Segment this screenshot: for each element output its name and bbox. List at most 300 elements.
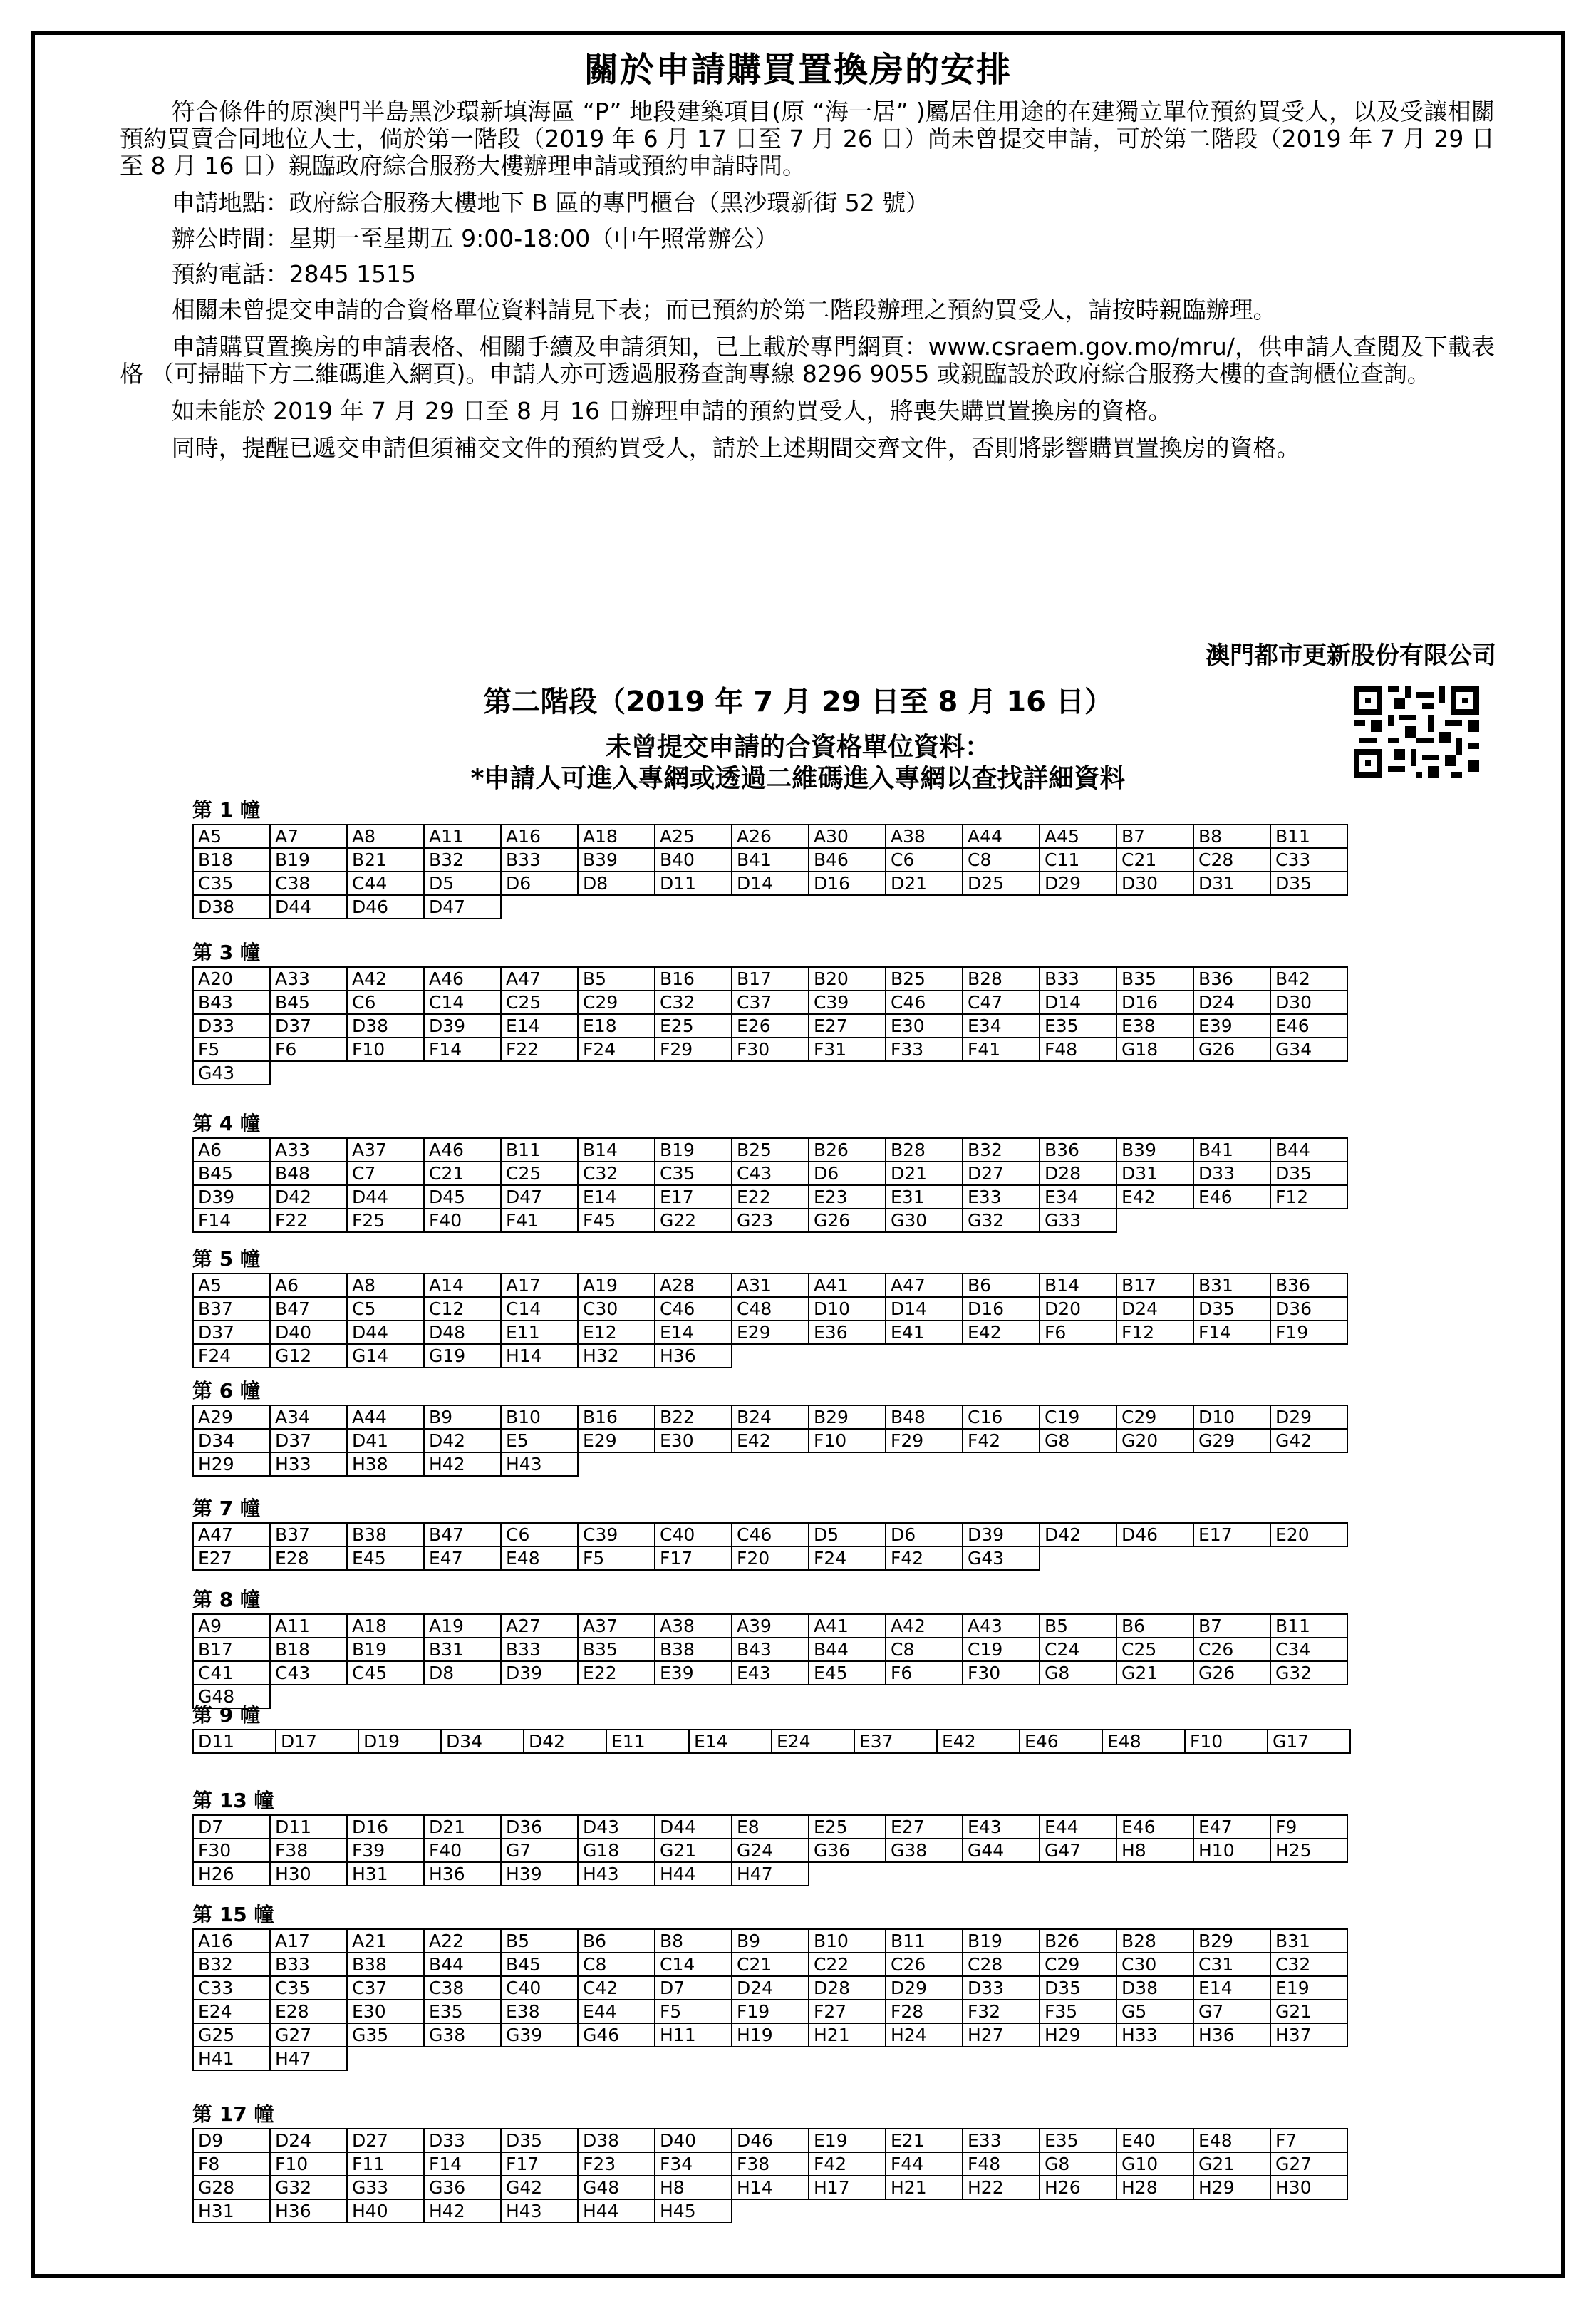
unit-cell: B8 <box>655 1929 732 1953</box>
unit-cell: D14 <box>1040 991 1116 1014</box>
unit-cell: G29 <box>1193 1429 1270 1452</box>
unit-cell: B43 <box>193 991 270 1014</box>
unit-cell: B25 <box>886 967 963 991</box>
table-row <box>193 1638 1347 1661</box>
unit-cell: H30 <box>270 1862 347 1886</box>
unit-cell: C6 <box>886 848 963 872</box>
unit-cell: E40 <box>1116 2129 1193 2152</box>
unit-cell: G46 <box>578 2023 655 2047</box>
unit-cell: B36 <box>1040 1138 1116 1162</box>
unit-cell: C43 <box>732 1162 809 1185</box>
unit-cell: D35 <box>1270 872 1347 895</box>
unit-cell: C29 <box>578 991 655 1014</box>
unit-cell: E46 <box>1020 1730 1102 1753</box>
empty-cell <box>1270 1546 1347 1570</box>
unit-cell: D14 <box>732 872 809 895</box>
unit-cell: B31 <box>1193 1274 1270 1297</box>
unit-cell: C35 <box>270 1976 347 2000</box>
unit-cell: B17 <box>732 967 809 991</box>
unit-cell: A38 <box>655 1614 732 1638</box>
unit-cell: B6 <box>1116 1614 1193 1638</box>
unit-cell: B43 <box>732 1638 809 1661</box>
unit-cell: G26 <box>1193 1661 1270 1685</box>
unit-cell: D14 <box>886 1297 963 1321</box>
unit-cell: D42 <box>524 1730 606 1753</box>
unit-cell: E14 <box>655 1321 732 1344</box>
unit-cell: D17 <box>276 1730 358 1753</box>
unit-cell: B5 <box>578 967 655 991</box>
empty-cell <box>809 2199 886 2223</box>
unit-cell: C44 <box>347 872 424 895</box>
unit-cell: D29 <box>1040 872 1116 895</box>
table-row <box>193 1685 1347 1708</box>
empty-cell <box>347 1685 424 1708</box>
unit-cell: H19 <box>732 2023 809 2047</box>
unit-cell: F38 <box>732 2152 809 2176</box>
building-label: 第 9 幢 <box>192 1703 260 1727</box>
unit-cell: C12 <box>424 1297 501 1321</box>
unit-cell: E48 <box>501 1546 578 1570</box>
unit-cell: D5 <box>424 872 501 895</box>
building-unit-table <box>192 966 1348 1085</box>
unit-cell: C8 <box>886 1638 963 1661</box>
table-row <box>193 1297 1347 1321</box>
unit-cell: B31 <box>424 1638 501 1661</box>
unit-cell: G10 <box>1116 2152 1193 2176</box>
table-row <box>193 1976 1347 2000</box>
unit-cell: B47 <box>424 1523 501 1546</box>
unit-cell: H33 <box>1116 2023 1193 2047</box>
unit-cell: B42 <box>1270 967 1347 991</box>
unit-cell: B9 <box>732 1929 809 1953</box>
unit-cell: A39 <box>732 1614 809 1638</box>
table-row <box>193 1061 1347 1085</box>
unit-cell: A46 <box>424 967 501 991</box>
unit-cell: B38 <box>347 1523 424 1546</box>
unit-cell: D9 <box>193 2129 270 2152</box>
unit-cell: G21 <box>655 1839 732 1862</box>
unit-cell: B36 <box>1193 967 1270 991</box>
unit-cell: A44 <box>347 1405 424 1429</box>
empty-cell <box>732 895 809 919</box>
unit-cell: A6 <box>193 1138 270 1162</box>
unit-cell: A29 <box>193 1405 270 1429</box>
unit-cell: B33 <box>1040 967 1116 991</box>
qr-code-icon[interactable] <box>1354 686 1479 778</box>
unit-cell: E17 <box>655 1185 732 1209</box>
unit-cell: D10 <box>1193 1405 1270 1429</box>
intro-paragraph-eligibility: 符合條件的原澳門半島黑沙環新填海區 “P” 地段建築項目(原 “海一居” )屬居住用途的在建獨立單位預約買受人，以及受讓相關預約買賣合同地位人士，倘於第一階段（2019 年 6 月 17 日至 7 月 26 日）尚未曾提交申請，可於第二階段（2019 年 7 月 29 日至 8 月 16 日）親臨政府綜合服務大樓辦理申請或預約申請時間。 <box>120 98 1495 180</box>
empty-cell <box>1193 2199 1270 2223</box>
unit-cell: E22 <box>732 1185 809 1209</box>
unit-cell: D38 <box>193 895 270 919</box>
unit-cell: D10 <box>809 1297 886 1321</box>
unit-cell: E5 <box>501 1429 578 1452</box>
unit-cell: D29 <box>1270 1405 1347 1429</box>
unit-cell: B39 <box>578 848 655 872</box>
table-row <box>193 1929 1347 1953</box>
building-unit-table <box>192 1137 1348 1233</box>
unit-cell: G35 <box>347 2023 424 2047</box>
unit-cell: A17 <box>501 1274 578 1297</box>
unit-cell: H8 <box>655 2176 732 2199</box>
unit-cell: E31 <box>886 1185 963 1209</box>
unit-cell: G39 <box>501 2023 578 2047</box>
unit-cell: B14 <box>1040 1274 1116 1297</box>
unit-cell: G25 <box>193 2023 270 2047</box>
table-row <box>193 1730 1350 1753</box>
unit-cell: B32 <box>193 1953 270 1976</box>
unit-cell: G18 <box>578 1839 655 1862</box>
unit-cell: H38 <box>347 1452 424 1476</box>
table-row <box>193 1546 1347 1570</box>
unit-cell: H40 <box>347 2199 424 2223</box>
table-note: *申請人可進入專網或透過二維碼進入專網以查找詳細資料 <box>470 764 1126 793</box>
unit-cell: F10 <box>1185 1730 1268 1753</box>
unit-cell: G22 <box>655 1209 732 1232</box>
unit-cell: D34 <box>193 1429 270 1452</box>
unit-cell: E42 <box>1116 1185 1193 1209</box>
unit-cell: F42 <box>886 1546 963 1570</box>
unit-cell: A45 <box>1040 825 1116 848</box>
unit-cell: B16 <box>655 967 732 991</box>
building-unit-table <box>192 1613 1348 1709</box>
unit-cell: G36 <box>809 1839 886 1862</box>
unit-cell: G27 <box>1270 2152 1347 2176</box>
empty-cell <box>270 1685 347 1708</box>
unit-cell: C32 <box>578 1162 655 1185</box>
empty-cell <box>1040 1862 1116 1886</box>
unit-cell: E29 <box>578 1429 655 1452</box>
unit-cell: A46 <box>424 1138 501 1162</box>
unit-cell: A43 <box>963 1614 1040 1638</box>
unit-cell: G14 <box>347 1344 424 1368</box>
empty-cell <box>1270 2199 1347 2223</box>
unit-cell: C32 <box>655 991 732 1014</box>
empty-cell <box>963 1452 1040 1476</box>
unit-cell: H30 <box>1270 2176 1347 2199</box>
unit-cell: E14 <box>689 1730 772 1753</box>
unit-cell: D7 <box>655 1976 732 2000</box>
empty-cell <box>1193 1452 1270 1476</box>
unit-cell: A8 <box>347 1274 424 1297</box>
unit-cell: A44 <box>963 825 1040 848</box>
unit-cell: F28 <box>886 2000 963 2023</box>
unit-cell: B29 <box>1193 1929 1270 1953</box>
unit-cell: B6 <box>578 1929 655 1953</box>
unit-cell: G12 <box>270 1344 347 1368</box>
empty-cell <box>501 2047 578 2070</box>
unit-cell: H14 <box>732 2176 809 2199</box>
unit-cell: G36 <box>424 2176 501 2199</box>
unit-cell: D45 <box>424 1185 501 1209</box>
intro-paragraph-reminder: 同時，提醒已遞交申請但須補交文件的預約買受人，請於上述期間交齊文件，否則將影響購買置換房的資格。 <box>171 434 1300 462</box>
unit-cell: A16 <box>501 825 578 848</box>
unit-cell: F23 <box>578 2152 655 2176</box>
unit-cell: C24 <box>1040 1638 1116 1661</box>
unit-cell: E27 <box>809 1014 886 1038</box>
empty-cell <box>732 1685 809 1708</box>
unit-cell: F48 <box>963 2152 1040 2176</box>
empty-cell <box>578 1685 655 1708</box>
unit-cell: D24 <box>1116 1297 1193 1321</box>
unit-cell: E41 <box>886 1321 963 1344</box>
unit-cell: D35 <box>1193 1297 1270 1321</box>
unit-cell: C48 <box>732 1297 809 1321</box>
unit-cell: C25 <box>501 991 578 1014</box>
unit-cell: F24 <box>193 1344 270 1368</box>
unit-cell: G33 <box>347 2176 424 2199</box>
unit-cell: A18 <box>578 825 655 848</box>
table-row <box>193 1614 1347 1638</box>
unit-cell: B5 <box>501 1929 578 1953</box>
unit-cell: B10 <box>501 1405 578 1429</box>
unit-cell: F45 <box>578 1209 655 1232</box>
unit-cell: D21 <box>424 1815 501 1839</box>
empty-cell <box>809 1061 886 1085</box>
table-row <box>193 1185 1347 1209</box>
unit-cell: D28 <box>809 1976 886 2000</box>
unit-cell: D19 <box>358 1730 441 1753</box>
empty-cell <box>655 1685 732 1708</box>
unit-cell: A5 <box>193 1274 270 1297</box>
unit-cell: C22 <box>809 1953 886 1976</box>
unit-cell: E38 <box>1116 1014 1193 1038</box>
unit-cell: F9 <box>1270 1815 1347 1839</box>
unit-cell: H21 <box>809 2023 886 2047</box>
unit-cell: E39 <box>655 1661 732 1685</box>
table-row <box>193 2199 1347 2223</box>
table-row <box>193 1274 1347 1297</box>
unit-cell: D34 <box>441 1730 524 1753</box>
unit-cell: F20 <box>732 1546 809 1570</box>
building-label: 第 4 幢 <box>192 1112 260 1135</box>
unit-cell: A42 <box>347 967 424 991</box>
unit-cell: F17 <box>655 1546 732 1570</box>
empty-cell <box>963 895 1040 919</box>
unit-cell: B19 <box>963 1929 1040 1953</box>
unit-cell: E46 <box>1193 1185 1270 1209</box>
table-row <box>193 872 1347 895</box>
unit-cell: B46 <box>809 848 886 872</box>
empty-cell <box>1270 1685 1347 1708</box>
unit-cell: C33 <box>193 1976 270 2000</box>
unit-cell: D6 <box>501 872 578 895</box>
unit-cell: F38 <box>270 1839 347 1862</box>
unit-cell: E45 <box>347 1546 424 1570</box>
unit-cell: E34 <box>963 1014 1040 1038</box>
unit-cell: D5 <box>809 1523 886 1546</box>
empty-cell <box>963 2199 1040 2223</box>
unit-cell: G26 <box>1193 1038 1270 1061</box>
unit-cell: B37 <box>270 1523 347 1546</box>
unit-cell: B35 <box>1116 967 1193 991</box>
unit-cell: D30 <box>1270 991 1347 1014</box>
unit-cell: D44 <box>655 1815 732 1839</box>
unit-cell: F39 <box>347 1839 424 1862</box>
table-row <box>193 2129 1347 2152</box>
unit-cell: F6 <box>886 1661 963 1685</box>
unit-cell: B41 <box>732 848 809 872</box>
unit-cell: B45 <box>501 1953 578 1976</box>
unit-cell: H29 <box>193 1452 270 1476</box>
unit-cell: D37 <box>193 1321 270 1344</box>
unit-cell: H42 <box>424 1452 501 1476</box>
unit-cell: B5 <box>1040 1614 1116 1638</box>
unit-cell: E37 <box>854 1730 937 1753</box>
unit-cell: C28 <box>963 1953 1040 1976</box>
unit-cell: A33 <box>270 967 347 991</box>
unit-cell: E47 <box>424 1546 501 1570</box>
unit-cell: B17 <box>193 1638 270 1661</box>
empty-cell <box>809 1452 886 1476</box>
unit-cell: C33 <box>1270 848 1347 872</box>
empty-cell <box>1040 2199 1116 2223</box>
unit-cell: C38 <box>424 1976 501 2000</box>
unit-cell: B45 <box>270 991 347 1014</box>
empty-cell <box>732 1061 809 1085</box>
empty-cell <box>1270 2047 1347 2070</box>
empty-cell <box>886 2199 963 2223</box>
empty-cell <box>1193 2047 1270 2070</box>
building-unit-table <box>192 1729 1351 1754</box>
unit-cell: E36 <box>809 1321 886 1344</box>
unit-cell: A21 <box>347 1929 424 1953</box>
table-row <box>193 2000 1347 2023</box>
unit-cell: E42 <box>963 1321 1040 1344</box>
building-label: 第 17 幢 <box>192 2102 274 2126</box>
unit-cell: D33 <box>963 1976 1040 2000</box>
unit-cell: H22 <box>963 2176 1040 2199</box>
unit-cell: B48 <box>886 1405 963 1429</box>
unit-cell: H27 <box>963 2023 1040 2047</box>
unit-cell: D27 <box>963 1162 1040 1185</box>
unit-cell: E46 <box>1270 1014 1347 1038</box>
unit-cell: D41 <box>347 1429 424 1452</box>
unit-cell: H47 <box>732 1862 809 1886</box>
unit-cell: C29 <box>1040 1953 1116 1976</box>
table-row <box>193 848 1347 872</box>
unit-cell: A37 <box>578 1614 655 1638</box>
unit-cell: G18 <box>1116 1038 1193 1061</box>
unit-cell: G8 <box>1040 1661 1116 1685</box>
unit-cell: F5 <box>193 1038 270 1061</box>
building-unit-table <box>192 1522 1348 1571</box>
unit-cell: A22 <box>424 1929 501 1953</box>
empty-cell <box>578 1061 655 1085</box>
unit-cell: A7 <box>270 825 347 848</box>
building-label: 第 15 幢 <box>192 1903 274 1926</box>
unit-cell: A30 <box>809 825 886 848</box>
unit-cell: E35 <box>1040 2129 1116 2152</box>
unit-cell: E43 <box>963 1815 1040 1839</box>
unit-cell: G23 <box>732 1209 809 1232</box>
empty-cell <box>655 1061 732 1085</box>
unit-cell: G21 <box>1270 2000 1347 2023</box>
unit-cell: C39 <box>809 991 886 1014</box>
unit-cell: F42 <box>809 2152 886 2176</box>
unit-cell: E25 <box>655 1014 732 1038</box>
unit-cell: B22 <box>655 1405 732 1429</box>
unit-cell: B8 <box>1193 825 1270 848</box>
unit-cell: F33 <box>886 1038 963 1061</box>
unit-cell: E46 <box>1116 1815 1193 1839</box>
unit-cell: C5 <box>347 1297 424 1321</box>
unit-cell: G42 <box>501 2176 578 2199</box>
unit-cell: B41 <box>1193 1138 1270 1162</box>
unit-cell: C39 <box>578 1523 655 1546</box>
empty-cell <box>809 1685 886 1708</box>
unit-cell: H11 <box>655 2023 732 2047</box>
unit-cell: A11 <box>424 825 501 848</box>
empty-cell <box>886 2047 963 2070</box>
unit-cell: F10 <box>270 2152 347 2176</box>
unit-cell: E22 <box>578 1661 655 1685</box>
unit-cell: B28 <box>963 967 1040 991</box>
unit-cell: D39 <box>424 1014 501 1038</box>
empty-cell <box>1270 1209 1347 1232</box>
unit-cell: H41 <box>193 2047 270 2070</box>
unit-cell: B7 <box>1193 1614 1270 1638</box>
unit-cell: H21 <box>886 2176 963 2199</box>
unit-cell: C25 <box>501 1162 578 1185</box>
unit-cell: E35 <box>424 2000 501 2023</box>
unit-cell: C46 <box>732 1523 809 1546</box>
unit-cell: C26 <box>886 1953 963 1976</box>
unit-cell: F6 <box>270 1038 347 1061</box>
table-subtitle: 未曾提交申請的合資格單位資料： <box>605 733 990 762</box>
unit-cell: D29 <box>886 1976 963 2000</box>
unit-cell: D8 <box>424 1661 501 1685</box>
empty-cell <box>270 1061 347 1085</box>
table-row <box>193 1429 1347 1452</box>
unit-cell: C35 <box>193 872 270 895</box>
unit-cell: C43 <box>270 1661 347 1685</box>
unit-cell: B44 <box>424 1953 501 1976</box>
unit-cell: B19 <box>655 1138 732 1162</box>
unit-cell: G32 <box>270 2176 347 2199</box>
unit-cell: D44 <box>347 1185 424 1209</box>
unit-cell: E27 <box>886 1815 963 1839</box>
unit-cell: F10 <box>809 1429 886 1452</box>
unit-cell: G30 <box>886 1209 963 1232</box>
unit-cell: D33 <box>424 2129 501 2152</box>
table-row <box>193 1209 1347 1232</box>
unit-cell: F6 <box>1040 1321 1116 1344</box>
unit-cell: D35 <box>501 2129 578 2152</box>
empty-cell <box>1116 1862 1193 1886</box>
empty-cell <box>1116 1452 1193 1476</box>
unit-cell: A18 <box>347 1614 424 1638</box>
unit-cell: G42 <box>1270 1429 1347 1452</box>
empty-cell <box>1270 895 1347 919</box>
unit-cell: H10 <box>1193 1839 1270 1862</box>
empty-cell <box>732 2047 809 2070</box>
unit-cell: G43 <box>963 1546 1040 1570</box>
empty-cell <box>1193 1685 1270 1708</box>
unit-cell: D24 <box>732 1976 809 2000</box>
unit-cell: E27 <box>193 1546 270 1570</box>
unit-cell: C19 <box>1040 1405 1116 1429</box>
unit-cell: E8 <box>732 1815 809 1839</box>
unit-cell: D11 <box>270 1815 347 1839</box>
unit-cell: F27 <box>809 2000 886 2023</box>
unit-cell: F19 <box>732 2000 809 2023</box>
empty-cell <box>963 1061 1040 1085</box>
unit-cell: G38 <box>886 1839 963 1862</box>
unit-cell: B9 <box>424 1405 501 1429</box>
unit-cell: B14 <box>578 1138 655 1162</box>
